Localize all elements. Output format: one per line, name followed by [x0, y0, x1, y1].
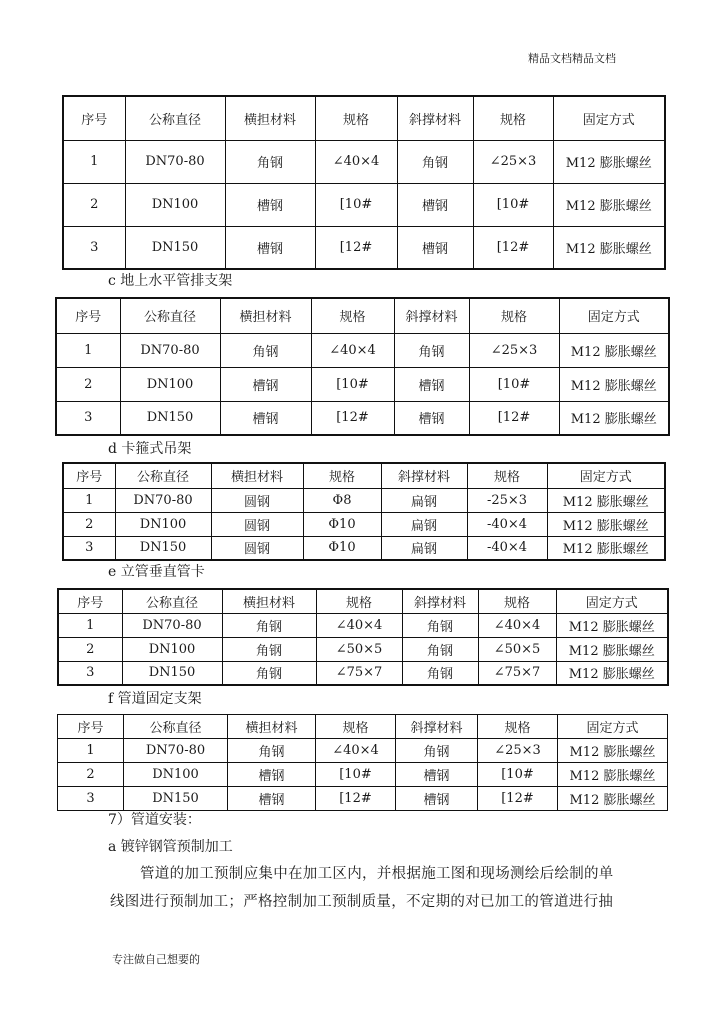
column-header: 规格	[316, 715, 396, 739]
table-row	[63, 226, 665, 269]
table-cell: 圆钢	[211, 488, 303, 512]
table-cell: M12 膨胀螺丝	[559, 367, 669, 401]
column-header: 序号	[63, 463, 115, 488]
table-cell: ∠25×3	[469, 333, 559, 367]
table-row	[63, 140, 665, 183]
table-cell: M12 膨胀螺丝	[547, 488, 665, 512]
column-header: 规格	[315, 96, 397, 140]
column-header: 固定方式	[553, 96, 665, 140]
table-cell: DN100	[124, 763, 228, 787]
table-cell: 2	[58, 763, 124, 787]
table-cell: 角钢	[402, 637, 478, 661]
table-row	[58, 763, 668, 787]
column-header: 横担材料	[211, 463, 303, 488]
spec-table-5	[57, 714, 668, 811]
column-header: 规格	[469, 298, 559, 333]
table-cell: 扁钢	[381, 512, 467, 536]
table-cell: 槽钢	[397, 226, 473, 269]
column-header: 斜撑材料	[396, 715, 478, 739]
column-header: 公称直径	[124, 715, 228, 739]
table-cell: 圆钢	[211, 536, 303, 560]
table-cell: 槽钢	[225, 226, 315, 269]
table-row	[63, 536, 665, 560]
page-header: 精品文档精品文档	[528, 52, 616, 65]
table-cell: M12 膨胀螺丝	[558, 763, 668, 787]
column-header: 序号	[58, 715, 124, 739]
table-cell: 1	[63, 488, 115, 512]
column-header: 规格	[478, 715, 558, 739]
column-header: 序号	[56, 298, 120, 333]
table-cell: -25×3	[467, 488, 547, 512]
table-cell: [12#	[473, 226, 553, 269]
caption-d-clamp-hanger: d 卡箍式吊架	[108, 441, 192, 457]
table-row	[58, 661, 668, 685]
table-cell: M12 膨胀螺丝	[553, 226, 665, 269]
column-header: 固定方式	[558, 715, 668, 739]
table-cell: ∠40×4	[316, 613, 402, 637]
table-row	[56, 367, 669, 401]
column-header: 横担材料	[220, 298, 311, 333]
caption-e-riser-clamp: e 立管垂直管卡	[108, 564, 205, 580]
table-header-row	[58, 589, 668, 613]
table-row	[56, 333, 669, 367]
table-row	[58, 613, 668, 637]
page-footer: 专注做自己想要的	[112, 953, 200, 966]
table-cell: DN70-80	[120, 333, 220, 367]
column-header: 公称直径	[115, 463, 211, 488]
table-cell: 3	[58, 661, 122, 685]
table-row	[56, 401, 669, 435]
table-cell: DN150	[122, 661, 222, 685]
column-header: 斜撑材料	[394, 298, 469, 333]
table-cell: M12 膨胀螺丝	[553, 183, 665, 226]
spec-table-2	[55, 297, 670, 436]
table-cell: M12 膨胀螺丝	[558, 739, 668, 763]
table-cell: Φ8	[303, 488, 381, 512]
section-title: 7）管道安装：	[108, 812, 201, 828]
table-cell: [10#	[469, 367, 559, 401]
table-cell: M12 膨胀螺丝	[547, 536, 665, 560]
table-cell: 槽钢	[225, 183, 315, 226]
table-cell: DN70-80	[125, 140, 225, 183]
table-cell: M12 膨胀螺丝	[556, 613, 668, 637]
column-header: 横担材料	[228, 715, 316, 739]
column-header: 固定方式	[556, 589, 668, 613]
table-cell: M12 膨胀螺丝	[559, 333, 669, 367]
table-cell: ∠40×4	[315, 140, 397, 183]
column-header: 斜撑材料	[402, 589, 478, 613]
table-cell: ∠40×4	[478, 613, 556, 637]
table-cell: 扁钢	[381, 488, 467, 512]
table-cell: [12#	[311, 401, 394, 435]
table-cell: ∠25×3	[473, 140, 553, 183]
column-header: 规格	[311, 298, 394, 333]
spec-table-1	[62, 95, 666, 270]
table-cell: ∠75×7	[316, 661, 402, 685]
table-cell: 槽钢	[220, 401, 311, 435]
table-cell: M12 膨胀螺丝	[553, 140, 665, 183]
table-cell: 槽钢	[394, 401, 469, 435]
table-cell: -40×4	[467, 536, 547, 560]
spec-table-4	[57, 588, 669, 686]
table-cell: 角钢	[402, 661, 478, 685]
table-cell: [10#	[315, 183, 397, 226]
paragraph-line-2: 线图进行预制加工；严格控制加工预制质量，不定期的对已加工的管道进行抽	[110, 894, 614, 910]
column-header: 公称直径	[120, 298, 220, 333]
table-cell: 槽钢	[228, 763, 316, 787]
table-cell: 2	[63, 183, 125, 226]
spec-table-3	[62, 462, 666, 561]
column-header: 固定方式	[559, 298, 669, 333]
table-cell: 角钢	[220, 333, 311, 367]
table-cell: 3	[63, 536, 115, 560]
table-cell: DN150	[124, 787, 228, 811]
table-cell: 角钢	[222, 661, 316, 685]
table-cell: M12 膨胀螺丝	[556, 661, 668, 685]
table-cell: M12 膨胀螺丝	[556, 637, 668, 661]
table-cell: [12#	[478, 787, 558, 811]
table-row	[58, 637, 668, 661]
table-cell: ∠50×5	[478, 637, 556, 661]
table-cell: ∠75×7	[478, 661, 556, 685]
table-cell: 1	[58, 739, 124, 763]
table-cell: 3	[63, 226, 125, 269]
table-cell: [10#	[316, 763, 396, 787]
table-cell: -40×4	[467, 512, 547, 536]
table-row	[58, 787, 668, 811]
paragraph-line-1: 管道的加工预制应集中在加工区内，并根据施工图和现场测绘后绘制的单	[140, 866, 614, 882]
table-header-row	[63, 463, 665, 488]
table-cell: DN70-80	[124, 739, 228, 763]
table-row	[63, 183, 665, 226]
table-cell: [12#	[315, 226, 397, 269]
caption-f-fixed-support: f 管道固定支架	[108, 691, 202, 707]
table-cell: [10#	[478, 763, 558, 787]
table-cell: 2	[58, 637, 122, 661]
table-cell: 圆钢	[211, 512, 303, 536]
caption-c-ground-pipe-rack: c 地上水平管排支架	[108, 273, 233, 289]
table-row	[63, 512, 665, 536]
table-cell: 2	[56, 367, 120, 401]
table-cell: 槽钢	[396, 763, 478, 787]
table-cell: 角钢	[394, 333, 469, 367]
column-header: 规格	[467, 463, 547, 488]
table-cell: ∠25×3	[478, 739, 558, 763]
table-cell: DN100	[122, 637, 222, 661]
table-cell: DN100	[115, 512, 211, 536]
table-cell: [10#	[311, 367, 394, 401]
table-header-row	[58, 715, 668, 739]
table-cell: Φ10	[303, 512, 381, 536]
table-cell: 角钢	[222, 637, 316, 661]
table-cell: M12 膨胀螺丝	[547, 512, 665, 536]
table-cell: DN70-80	[122, 613, 222, 637]
table-cell: 槽钢	[220, 367, 311, 401]
table-cell: 2	[63, 512, 115, 536]
table-cell: ∠40×4	[316, 739, 396, 763]
table-cell: DN150	[120, 401, 220, 435]
table-header-row	[63, 96, 665, 140]
column-header: 固定方式	[547, 463, 665, 488]
table-cell: M12 膨胀螺丝	[558, 787, 668, 811]
column-header: 规格	[478, 589, 556, 613]
table-cell: 槽钢	[397, 183, 473, 226]
column-header: 规格	[473, 96, 553, 140]
table-cell: ∠50×5	[316, 637, 402, 661]
column-header: 规格	[303, 463, 381, 488]
table-cell: 角钢	[225, 140, 315, 183]
table-cell: 槽钢	[394, 367, 469, 401]
table-cell: DN150	[115, 536, 211, 560]
table-cell: DN100	[125, 183, 225, 226]
table-row	[58, 739, 668, 763]
table-cell: 3	[56, 401, 120, 435]
table-cell: 角钢	[228, 739, 316, 763]
table-cell: 扁钢	[381, 536, 467, 560]
table-cell: 1	[63, 140, 125, 183]
column-header: 横担材料	[222, 589, 316, 613]
table-cell: 1	[56, 333, 120, 367]
column-header: 公称直径	[122, 589, 222, 613]
column-header: 序号	[58, 589, 122, 613]
table-cell: DN150	[125, 226, 225, 269]
table-cell: 角钢	[402, 613, 478, 637]
table-cell: Φ10	[303, 536, 381, 560]
table-cell: M12 膨胀螺丝	[559, 401, 669, 435]
table-cell: ∠40×4	[311, 333, 394, 367]
table-header-row	[56, 298, 669, 333]
table-row	[63, 488, 665, 512]
table-cell: 槽钢	[228, 787, 316, 811]
table-cell: 角钢	[396, 739, 478, 763]
table-cell: 3	[58, 787, 124, 811]
table-cell: 1	[58, 613, 122, 637]
column-header: 斜撑材料	[397, 96, 473, 140]
table-cell: 槽钢	[396, 787, 478, 811]
table-cell: DN100	[120, 367, 220, 401]
table-cell: 角钢	[397, 140, 473, 183]
column-header: 序号	[63, 96, 125, 140]
column-header: 斜撑材料	[381, 463, 467, 488]
table-cell: [12#	[469, 401, 559, 435]
column-header: 规格	[316, 589, 402, 613]
subsection-title: a 镀锌钢管预制加工	[108, 839, 233, 855]
column-header: 公称直径	[125, 96, 225, 140]
table-cell: [12#	[316, 787, 396, 811]
table-cell: DN70-80	[115, 488, 211, 512]
table-cell: 角钢	[222, 613, 316, 637]
column-header: 横担材料	[225, 96, 315, 140]
table-cell: [10#	[473, 183, 553, 226]
